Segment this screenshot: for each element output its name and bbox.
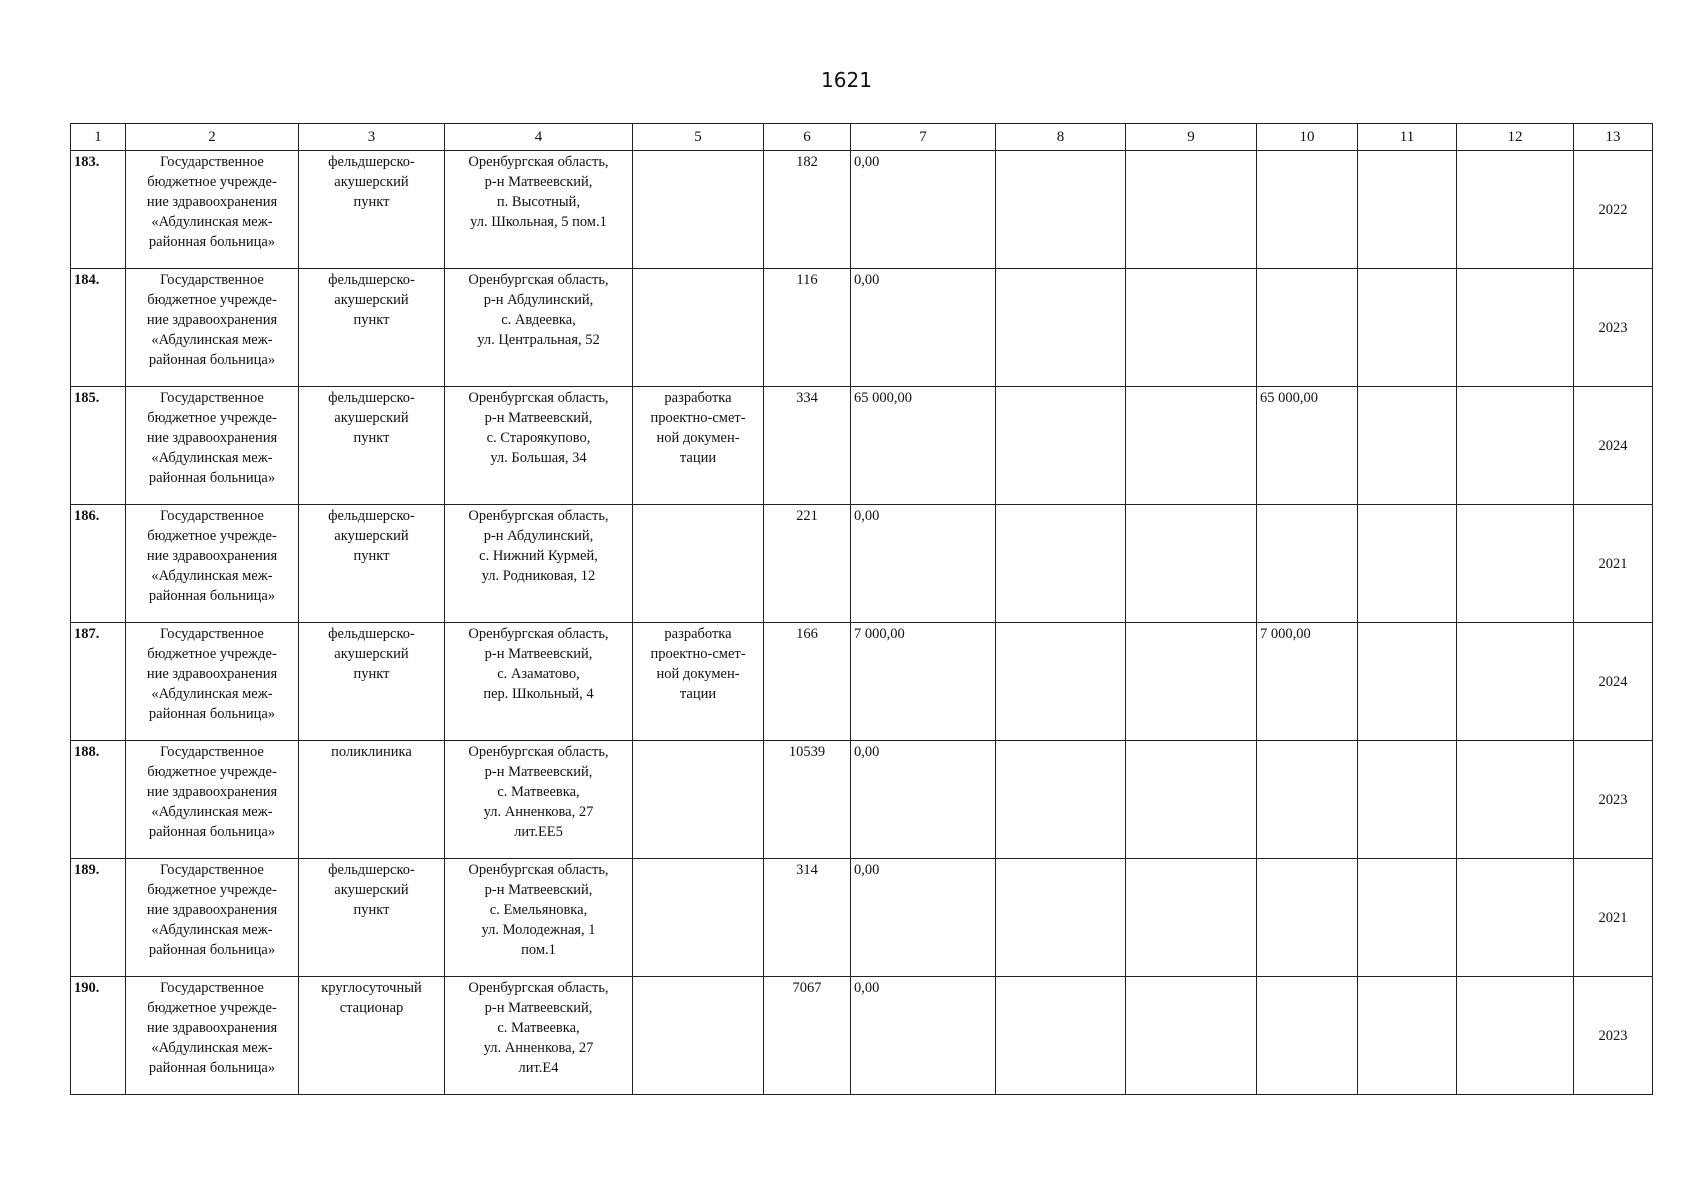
column-header: 11 — [1358, 124, 1457, 151]
facility-type: фельдшерско- акушерский пункт — [299, 387, 445, 505]
year-value: 2021 — [1574, 505, 1653, 623]
page-number: 1621 — [821, 68, 872, 92]
col12-value — [1457, 977, 1574, 1095]
facility-type: фельдшерско- акушерский пункт — [299, 623, 445, 741]
col11-value — [1358, 977, 1457, 1095]
facility-address: Оренбургская область, р-н Абдулинский, с. Авдеевка, ул. Центральная, 52 — [445, 269, 633, 387]
facility-type: фельдшерско- акушерский пункт — [299, 269, 445, 387]
facility-address: Оренбургская область, р-н Матвеевский, с. Азаматово, пер. Школьный, 4 — [445, 623, 633, 741]
organization-name: Государственное бюджетное учрежде- ние здравоохранения «Абдулинская меж- районная больница» — [126, 505, 299, 623]
column-header: 5 — [633, 124, 764, 151]
row-number: 186. — [71, 505, 126, 623]
facility-address: Оренбургская область, р-н Матвеевский, с. Матвеевка, ул. Анненкова, 27 лит.ЕЕ5 — [445, 741, 633, 859]
col11-value — [1358, 741, 1457, 859]
facility-type: круглосуточный стационар — [299, 977, 445, 1095]
cost-value: 7 000,00 — [851, 623, 996, 741]
column-header: 13 — [1574, 124, 1653, 151]
facility-address: Оренбургская область, р-н Абдулинский, с. Нижний Курмей, ул. Родниковая, 12 — [445, 505, 633, 623]
col12-value — [1457, 859, 1574, 977]
col11-value — [1358, 269, 1457, 387]
work-type — [633, 741, 764, 859]
facility-address: Оренбургская область, р-н Матвеевский, с. Староякупово, ул. Большая, 34 — [445, 387, 633, 505]
facility-type: фельдшерско- акушерский пункт — [299, 505, 445, 623]
year-value: 2023 — [1574, 741, 1653, 859]
row-number: 185. — [71, 387, 126, 505]
area-value: 10539 — [764, 741, 851, 859]
col11-value — [1358, 505, 1457, 623]
year-value: 2024 — [1574, 623, 1653, 741]
work-type: разработка проектно-смет- ной докумен- тации — [633, 623, 764, 741]
col9-value — [1126, 505, 1257, 623]
area-value: 334 — [764, 387, 851, 505]
col8-value — [996, 977, 1126, 1095]
col12-value — [1457, 151, 1574, 269]
table-row — [71, 151, 1653, 269]
column-header: 1 — [71, 124, 126, 151]
table-row — [71, 859, 1653, 977]
col11-value — [1358, 387, 1457, 505]
col8-value — [996, 387, 1126, 505]
col11-value — [1358, 623, 1457, 741]
year-value: 2022 — [1574, 151, 1653, 269]
col8-value — [996, 859, 1126, 977]
facility-type: фельдшерско- акушерский пункт — [299, 151, 445, 269]
row-number: 184. — [71, 269, 126, 387]
area-value: 7067 — [764, 977, 851, 1095]
col8-value — [996, 505, 1126, 623]
area-value: 182 — [764, 151, 851, 269]
area-value: 166 — [764, 623, 851, 741]
column-header: 12 — [1457, 124, 1574, 151]
col9-value — [1126, 387, 1257, 505]
col12-value — [1457, 505, 1574, 623]
facility-address: Оренбургская область, р-н Матвеевский, с. Емельяновка, ул. Молодежная, 1 пом.1 — [445, 859, 633, 977]
year-value: 2023 — [1574, 977, 1653, 1095]
organization-name: Государственное бюджетное учрежде- ние здравоохранения «Абдулинская меж- районная больница» — [126, 977, 299, 1095]
cost-value: 65 000,00 — [851, 387, 996, 505]
row-number: 190. — [71, 977, 126, 1095]
col11-value — [1358, 859, 1457, 977]
col9-value — [1126, 269, 1257, 387]
col10-value — [1257, 269, 1358, 387]
table-row — [71, 741, 1653, 859]
area-value: 221 — [764, 505, 851, 623]
col10-value — [1257, 151, 1358, 269]
column-header: 2 — [126, 124, 299, 151]
work-type — [633, 269, 764, 387]
column-header: 10 — [1257, 124, 1358, 151]
column-header: 6 — [764, 124, 851, 151]
cost-value: 0,00 — [851, 269, 996, 387]
col8-value — [996, 741, 1126, 859]
row-number: 189. — [71, 859, 126, 977]
col9-value — [1126, 623, 1257, 741]
cost-value: 0,00 — [851, 505, 996, 623]
row-number: 188. — [71, 741, 126, 859]
table-row — [71, 623, 1653, 741]
row-number: 187. — [71, 623, 126, 741]
column-header: 4 — [445, 124, 633, 151]
table-row — [71, 505, 1653, 623]
organization-name: Государственное бюджетное учрежде- ние здравоохранения «Абдулинская меж- районная больница» — [126, 859, 299, 977]
cost-value: 0,00 — [851, 741, 996, 859]
facility-type: поликлиника — [299, 741, 445, 859]
organization-name: Государственное бюджетное учрежде- ние здравоохранения «Абдулинская меж- районная больница» — [126, 151, 299, 269]
year-value: 2023 — [1574, 269, 1653, 387]
col10-value — [1257, 741, 1358, 859]
col9-value — [1126, 977, 1257, 1095]
work-type — [633, 505, 764, 623]
col12-value — [1457, 741, 1574, 859]
table-row — [71, 269, 1653, 387]
organization-name: Государственное бюджетное учрежде- ние здравоохранения «Абдулинская меж- районная больница» — [126, 269, 299, 387]
work-type: разработка проектно-смет- ной докумен- тации — [633, 387, 764, 505]
column-header: 8 — [996, 124, 1126, 151]
col9-value — [1126, 859, 1257, 977]
col12-value — [1457, 387, 1574, 505]
col12-value — [1457, 269, 1574, 387]
col12-value — [1457, 623, 1574, 741]
area-value: 116 — [764, 269, 851, 387]
year-value: 2024 — [1574, 387, 1653, 505]
col10-value: 7 000,00 — [1257, 623, 1358, 741]
header-row — [71, 124, 1653, 151]
col8-value — [996, 269, 1126, 387]
column-header: 7 — [851, 124, 996, 151]
row-number: 183. — [71, 151, 126, 269]
work-type — [633, 859, 764, 977]
col8-value — [996, 623, 1126, 741]
cost-value: 0,00 — [851, 859, 996, 977]
year-value: 2021 — [1574, 859, 1653, 977]
facility-address: Оренбургская область, р-н Матвеевский, п. Высотный, ул. Школьная, 5 пом.1 — [445, 151, 633, 269]
facility-address: Оренбургская область, р-н Матвеевский, с. Матвеевка, ул. Анненкова, 27 лит.Е4 — [445, 977, 633, 1095]
col10-value — [1257, 977, 1358, 1095]
cost-value: 0,00 — [851, 151, 996, 269]
organization-name: Государственное бюджетное учрежде- ние здравоохранения «Абдулинская меж- районная больница» — [126, 741, 299, 859]
col9-value — [1126, 741, 1257, 859]
table-row — [71, 977, 1653, 1095]
col10-value — [1257, 505, 1358, 623]
work-type — [633, 151, 764, 269]
col8-value — [996, 151, 1126, 269]
register-table — [70, 123, 1653, 1095]
facility-type: фельдшерско- акушерский пункт — [299, 859, 445, 977]
col10-value: 65 000,00 — [1257, 387, 1358, 505]
table-row — [71, 387, 1653, 505]
organization-name: Государственное бюджетное учрежде- ние здравоохранения «Абдулинская меж- районная больница» — [126, 623, 299, 741]
organization-name: Государственное бюджетное учрежде- ние здравоохранения «Абдулинская меж- районная больница» — [126, 387, 299, 505]
col10-value — [1257, 859, 1358, 977]
col9-value — [1126, 151, 1257, 269]
cost-value: 0,00 — [851, 977, 996, 1095]
col11-value — [1358, 151, 1457, 269]
area-value: 314 — [764, 859, 851, 977]
work-type — [633, 977, 764, 1095]
column-header: 3 — [299, 124, 445, 151]
column-header: 9 — [1126, 124, 1257, 151]
